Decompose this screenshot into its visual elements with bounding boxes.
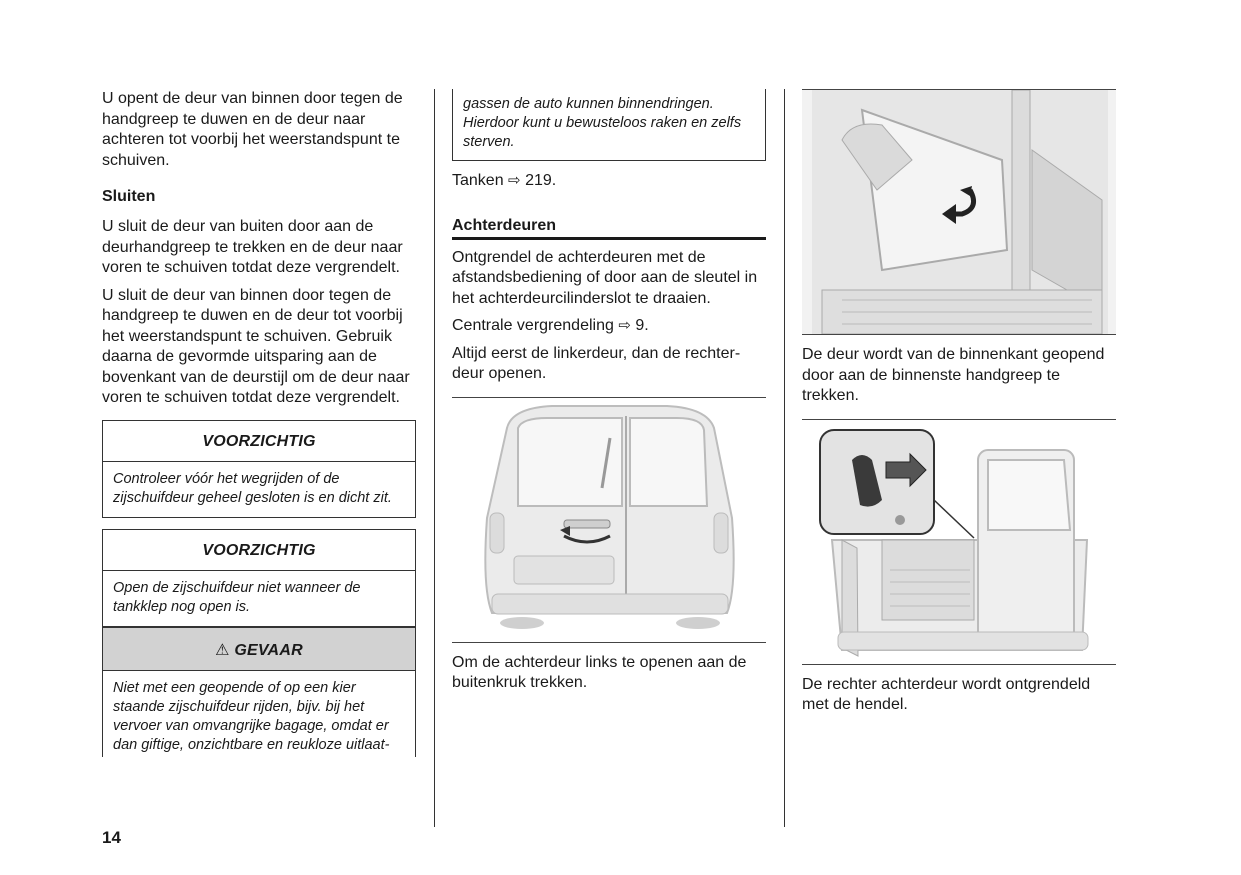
figure-caption-right-door-lever: De rechter achterdeur wordt ontgrendeld met de hendel. (802, 675, 1091, 713)
caution-text: Controleer vóór het wegrijden of de zijschuifdeur geheel gesloten is en dicht zit. (113, 470, 392, 506)
danger-title: GEVAAR (234, 641, 303, 659)
paragraph-close-inside: U sluit de deur van binnen door tegen de handgreep te duwen en de deur tot voorbij het weerstandspunt te schuiven. Gebruik daarna de gevormde uitsparing aan de bovenkant van de deurstijl om de deur naar voren te schuiven totdat deze vergrendelt. (102, 286, 410, 406)
paragraph-open-inside: U opent de deur van binnen door tegen de handgreep te duwen en de deur naar achteren tot voorbij het weerstandspunt te schuiven. (102, 90, 403, 169)
paragraph-close-outside: U sluit de deur van buiten door aan de deurhandgreep te trekken en de deur naar voren te schuiven totdat deze vergrendelt. (102, 218, 403, 276)
figure-caption-left-door: Om de achterdeur links te openen aan de buitenkruk trekken. (452, 653, 747, 691)
caution-box-1 (102, 420, 416, 518)
danger-header (103, 628, 415, 671)
page-reference-arrow-icon: ⇨ (508, 172, 521, 189)
warning-triangle-icon: ⚠ (215, 641, 230, 659)
rear-doors-illustration (452, 398, 766, 642)
column-divider-left (434, 89, 435, 827)
column-2 (452, 89, 766, 701)
heading-achterdeuren: Achterdeuren (452, 216, 766, 240)
inside-handle-illustration (802, 90, 1116, 334)
danger-text: Niet met een geopende of op een kier staande zijschuifdeur rijden, bijv. bij het vervoer van omvangrijke bagage, omdat er dan giftige, onzichtbare en reukloze uitlaat- (113, 679, 390, 753)
danger-box-continued (452, 89, 766, 161)
danger-text-continued: gassen de auto kunnen binnendringen. Hierdoor kunt u bewusteloos raken en zelfs sterven. (463, 96, 742, 150)
caution-box-2 (102, 529, 416, 627)
danger-box (102, 627, 416, 757)
column-3 (802, 89, 1116, 723)
figure-rear-doors (452, 397, 766, 643)
reference-label: Centrale vergrendeling (452, 317, 614, 334)
caution-title: VOORZICHTIG (103, 421, 415, 462)
paragraph-door-order: Altijd eerst de linkerdeur, dan de rechterdeur openen. (452, 344, 741, 382)
caution-text: Open de zijschuifdeur niet wanneer de tankklep nog open is. (113, 579, 361, 615)
paragraph-unlock: Ontgrendel de achterdeuren met de afstandsbediening of door aan de sleutel in het achterdeurcilinderslot te draaien. (452, 248, 758, 307)
column-divider-right (784, 89, 785, 827)
caution-title: VOORZICHTIG (103, 530, 415, 571)
reference-tanken (452, 171, 766, 192)
reference-page[interactable]: 9. (635, 317, 649, 334)
reference-page[interactable]: 219. (525, 172, 557, 189)
figure-caption-inside-handle: De deur wordt van de binnenkant geopend door aan de binnenste handgreep te trekken. (802, 346, 1105, 404)
reference-central-locking (452, 316, 766, 337)
page-reference-arrow-icon: ⇨ (618, 317, 631, 334)
figure-inside-handle (802, 89, 1116, 335)
heading-sluiten: Sluiten (102, 188, 156, 205)
figure-right-door-lever (802, 419, 1116, 665)
right-door-lever-illustration (802, 420, 1116, 664)
page-number: 14 (102, 828, 121, 847)
reference-label: Tanken (452, 172, 504, 189)
column-1 (102, 89, 416, 757)
